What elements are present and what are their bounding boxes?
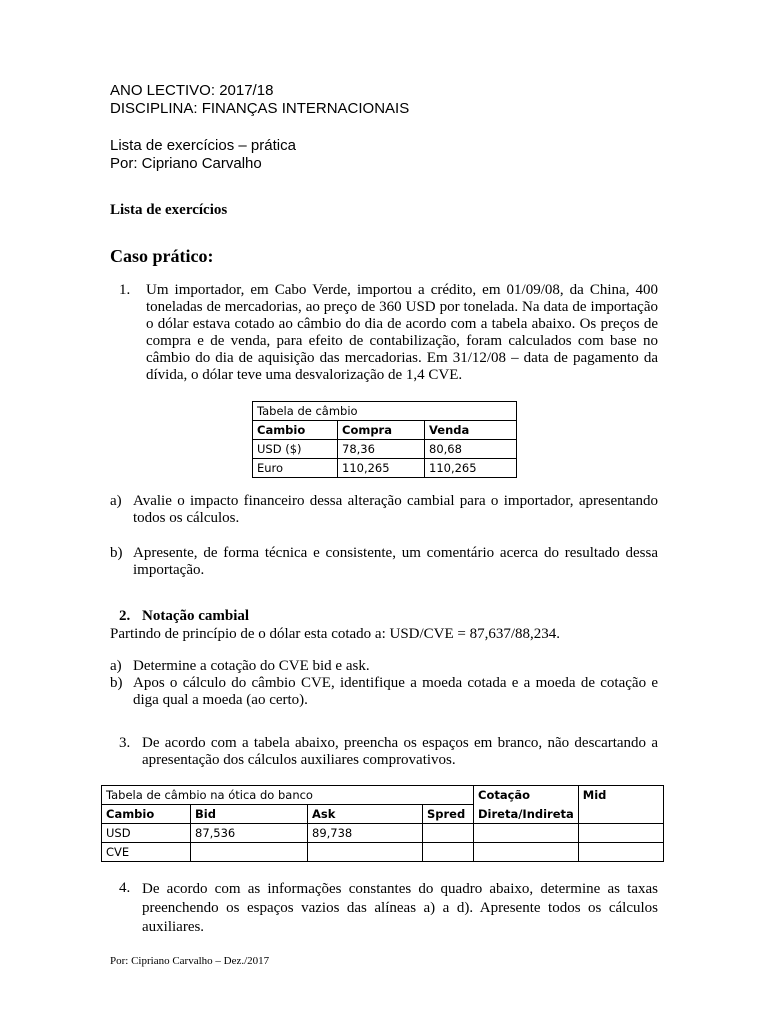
table-header: Direta/Indireta — [474, 805, 579, 824]
q1-number: 1. — [119, 282, 131, 298]
table-header: Spred — [423, 805, 474, 824]
table-cell[interactable] — [423, 824, 474, 843]
exchange-table — [252, 401, 517, 478]
table-row — [253, 440, 517, 459]
q1b-text: Apresente, de forma técnica e consistente, um comentário acerca do resultado dessa importação. — [133, 545, 658, 578]
author: Por: Cipriano Carvalho — [110, 155, 262, 172]
q1b-label: b) — [110, 545, 123, 561]
page-footer: Por: Cipriano Carvalho – Dez./2017 — [110, 955, 270, 967]
table-cell[interactable] — [474, 824, 579, 843]
q1a-text: Avalie o impacto financeiro dessa alteração cambial para o importador, apresentando todos os cálculos. — [133, 493, 658, 526]
q2a-text: Determine a cotação do CVE bid e ask. — [133, 658, 370, 674]
q4-number: 4. — [119, 880, 131, 896]
cotacao-header: Cotação — [474, 786, 579, 805]
q2-intro: Partindo de princípio de o dólar esta cotado a: USD/CVE = 87,637/88,234. — [110, 626, 561, 642]
subject: DISCIPLINA: FINANÇAS INTERNACIONAIS — [110, 100, 410, 117]
header — [110, 82, 409, 173]
mid-header: Mid — [578, 786, 663, 805]
bank-table-caption: Tabela de câmbio na ótica do banco — [102, 786, 474, 805]
q3-number: 3. — [119, 735, 131, 751]
table-cell[interactable] — [308, 843, 423, 862]
table-header-row — [102, 805, 664, 824]
table-cell[interactable] — [474, 843, 579, 862]
exchange-table-caption: Tabela de câmbio — [253, 402, 517, 421]
table-cell[interactable] — [423, 843, 474, 862]
table-header: Cambio — [102, 805, 191, 824]
table-cell: 110,265 — [425, 459, 517, 478]
table-cell: USD — [102, 824, 191, 843]
q1a-label: a) — [110, 493, 122, 509]
table-cell[interactable] — [191, 843, 308, 862]
q1-text: Um importador, em Cabo Verde, importou a crédito, em 01/09/08, da China, 400 toneladas de mercadorias, ao preço de 360 USD por tonelada. Na data de importação o dólar estava cotado ao câmbio do dia de acordo com a tabela abaixo. Os preços de compra e de venda, para efeito de contabilização, foram calculados com base no câmbio do dia de aquisição das mercadorias. Em 31/12/08 – data de pagamento da dívida, o dólar teve uma desvalorização de 1,4 CVE. — [146, 282, 658, 383]
table-row — [102, 824, 664, 843]
q3-text: De acordo com a tabela abaixo, preencha os espaços em branco, não descartando a apresentação dos cálculos auxiliares comprovativos. — [142, 735, 658, 768]
table-cell: 80,68 — [425, 440, 517, 459]
bank-exchange-table — [101, 785, 664, 862]
table-row — [253, 459, 517, 478]
table-header: Compra — [338, 421, 425, 440]
table-header: Cambio — [253, 421, 338, 440]
table-cell: 110,265 — [338, 459, 425, 478]
table-cell: USD ($) — [253, 440, 338, 459]
q2-number: 2. — [119, 608, 131, 624]
table-header — [578, 805, 663, 824]
table-row — [102, 843, 664, 862]
q2b-text: Apos o cálculo do câmbio CVE, identifique a moeda cotada e a moeda de cotação e diga qual a moeda (ao certo). — [133, 675, 658, 708]
q4-text: De acordo com as informações constantes do quadro abaixo, determine as taxas preenchendo os espaços vazios das alíneas a) a d). Apresente todos os cálculos auxiliares. — [142, 881, 658, 935]
academic-year: ANO LECTIVO: 2017/18 — [110, 82, 274, 99]
table-cell[interactable] — [578, 824, 663, 843]
table-header: Ask — [308, 805, 423, 824]
list-subtitle: Lista de exercícios – prática — [110, 137, 296, 154]
q2-title: Notação cambial — [142, 608, 250, 624]
table-cell[interactable] — [578, 843, 663, 862]
list-title: Lista de exercícios — [110, 202, 228, 218]
table-cell: CVE — [102, 843, 191, 862]
table-cell: 78,36 — [338, 440, 425, 459]
table-cell: 89,738 — [308, 824, 423, 843]
table-cell: Euro — [253, 459, 338, 478]
table-header-row — [253, 421, 517, 440]
q2a-label: a) — [110, 658, 122, 674]
q2b-label: b) — [110, 675, 123, 691]
table-cell: 87,536 — [191, 824, 308, 843]
table-header: Bid — [191, 805, 308, 824]
case-title: Caso prático: — [110, 246, 214, 266]
table-header: Venda — [425, 421, 517, 440]
